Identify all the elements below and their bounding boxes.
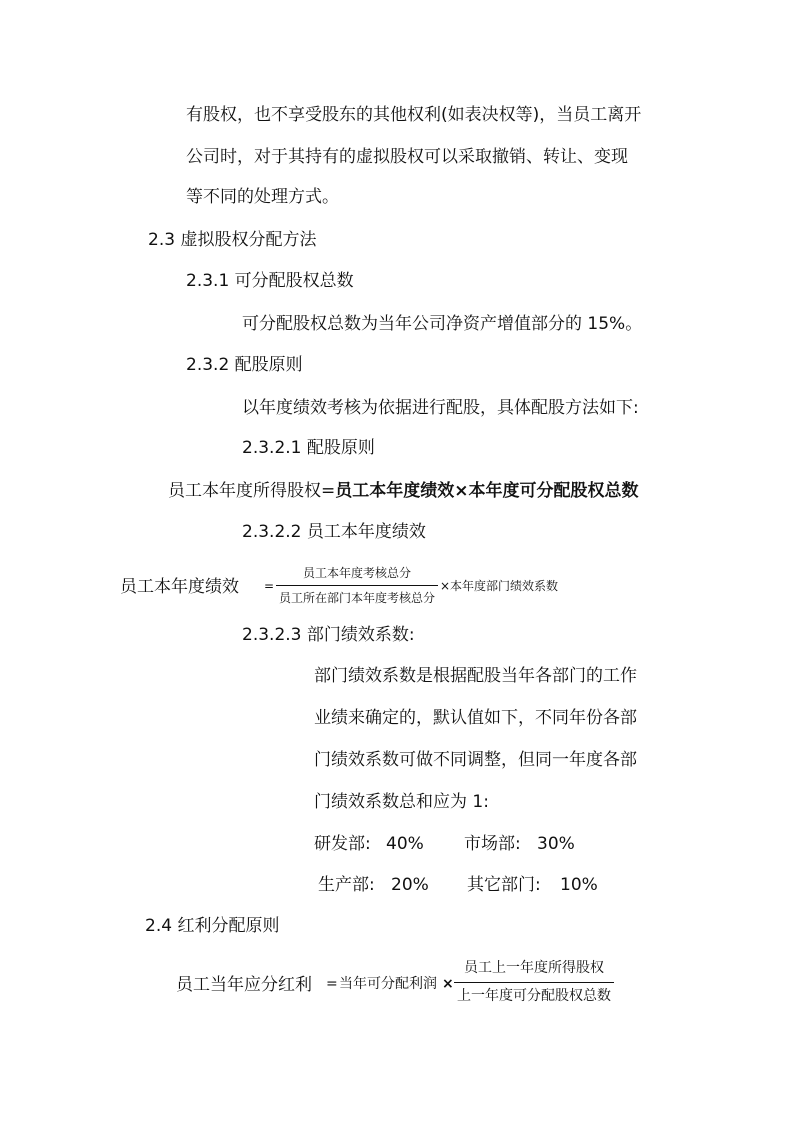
dividend-denominator: 上一年度可分配股权总数	[457, 988, 611, 1004]
section-body-2-3-2: 以年度绩效考核为依据进行配股，具体配股方法如下:	[242, 398, 639, 418]
section-heading-2-3-1: 2.3.1 可分配股权总数	[186, 271, 354, 291]
performance-formula-equals: =	[264, 579, 275, 593]
performance-multiplier: ×本年度部门绩效系数	[440, 579, 559, 593]
section-heading-2-3-2-3: 2.3.2.3 部门绩效系数:	[242, 625, 415, 645]
performance-numerator: 员工本年度考核总分	[302, 566, 411, 580]
dept-prod-label: 生产部:	[318, 875, 375, 895]
section-heading-2-3: 2.3 虚拟股权分配方法	[148, 230, 317, 250]
coefficient-line-4: 门绩效系数总和应为 1:	[314, 792, 489, 812]
dept-rd-label: 研发部:	[314, 834, 371, 854]
section-heading-2-3-2-2: 2.3.2.2 员工本年度绩效	[242, 522, 426, 542]
share-formula	[168, 480, 639, 502]
coefficient-line-2: 业绩来确定的，默认值如下，不同年份各部	[314, 708, 637, 728]
dividend-numerator: 员工上一年度所得股权	[464, 960, 604, 976]
intro-line-3: 等不同的处理方式。	[186, 187, 339, 207]
section-heading-2-3-2: 2.3.2 配股原则	[186, 355, 303, 375]
dept-prod-value: 20%	[391, 875, 429, 895]
performance-denominator: 员工所在部门本年度考核总分	[278, 591, 435, 605]
dept-rd-value: 40%	[386, 834, 424, 854]
dept-market-label: 市场部:	[464, 834, 521, 854]
section-body-2-3-1: 可分配股权总数为当年公司净资产增值部分的 15%。	[242, 314, 643, 334]
dividend-formula-equals: =	[326, 976, 338, 992]
dividend-formula-times: ×	[442, 976, 454, 992]
share-formula-right: 员工本年度绩效×本年度可分配股权总数	[335, 481, 639, 501]
dividend-formula-lhs: 员工当年应分红利	[176, 975, 312, 995]
coefficient-line-3: 门绩效系数可做不同调整，但同一年度各部	[314, 750, 637, 770]
section-heading-2-3-2-1: 2.3.2.1 配股原则	[242, 438, 375, 458]
dept-other-label: 其它部门:	[467, 875, 541, 895]
fraction-bar	[276, 585, 438, 586]
performance-fraction	[276, 564, 438, 608]
dept-market-value: 30%	[537, 834, 575, 854]
intro-line-2: 公司时，对于其持有的虚拟股权可以采取撤销、转让、变现	[186, 147, 628, 167]
dividend-formula-profit: 当年可分配利润	[339, 976, 437, 992]
dividend-fraction	[454, 956, 614, 1008]
performance-formula-lhs: 员工本年度绩效	[120, 577, 239, 597]
dept-other-value: 10%	[560, 875, 598, 895]
coefficient-line-1: 部门绩效系数是根据配股当年各部门的工作	[314, 666, 637, 686]
intro-line-1: 有股权，也不享受股东的其他权利(如表决权等)，当员工离开	[186, 105, 642, 125]
section-heading-2-4: 2.4 红利分配原则	[145, 916, 280, 936]
fraction-bar	[454, 982, 614, 983]
share-formula-left: 员工本年度所得股权=	[168, 481, 336, 501]
